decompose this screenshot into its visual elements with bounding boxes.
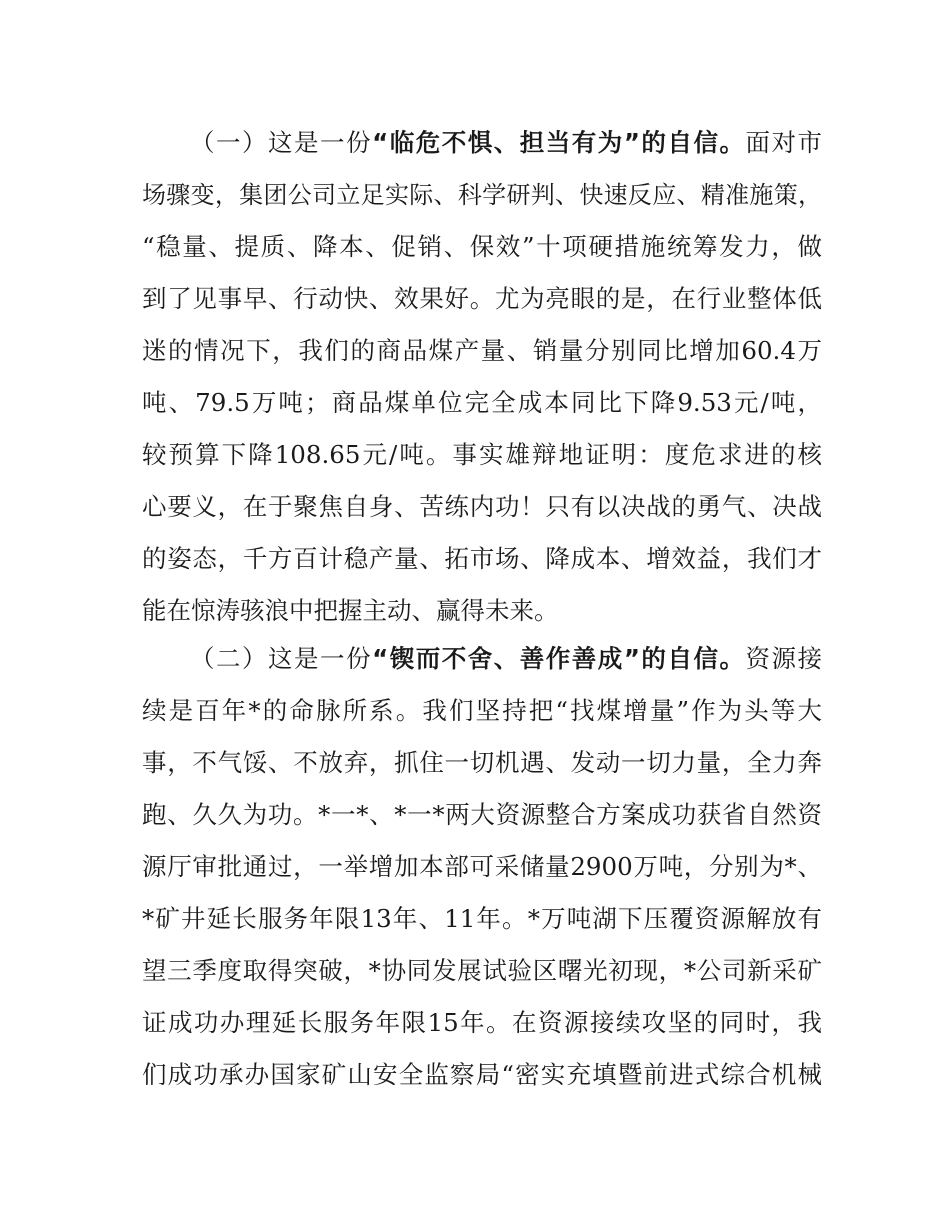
para1-prefix: （一）这是一份 — [190, 128, 373, 157]
para1-line8: 心要义，在于聚焦自身、苦练内功！只有以决战的勇气、决战 — [142, 492, 822, 521]
para2-line3: 事，不气馁、不放弃，抓住一切机遇、发动一切力量，全力奔 — [142, 748, 822, 777]
para1-line1 — [190, 120, 822, 166]
para2-line4: 跑、久久为功。*一*、*一*两大资源整合方案成功获省自然资 — [142, 800, 822, 829]
para1-line6: 吨、79.5万吨；商品煤单位完全成本同比下降9.53元/吨， — [142, 388, 822, 417]
para2-line5: 源厅审批通过，一举增加本部可采储量2900万吨，分别为*、 — [142, 852, 822, 881]
para1-line10: 能在惊涛骇浪中把握主动、赢得未来。 — [142, 596, 559, 625]
para2-prefix: （二）这是一份 — [190, 644, 373, 673]
para1-line4: 到了见事早、行动快、效果好。尤为亮眼的是，在行业整体低 — [142, 284, 822, 313]
para1-line9: 的姿态，千方百计稳产量、拓市场、降成本、增效益，我们才 — [142, 544, 822, 573]
para1-line7: 较预算下降108.65元/吨。事实雄辩地证明：度危求进的核 — [142, 440, 822, 469]
para1-line3: “稳量、提质、降本、促销、保效”十项硬措施统筹发力，做 — [142, 232, 822, 261]
para1-line2: 场骤变，集团公司立足实际、科学研判、快速反应、精准施策， — [142, 181, 822, 209]
para1-bold-lead: “临危不惧、担当有为”的自信。 — [372, 128, 746, 157]
para2-line9: 们成功承办国家矿山安全监察局“密实充填暨前进式综合机械 — [142, 1060, 822, 1089]
para2-line1 — [190, 636, 822, 682]
para2-line8: 证成功办理延长服务年限15年。在资源接续攻坚的同时，我 — [142, 1008, 822, 1037]
para2-line6: *矿井延长服务年限13年、11年。*万吨湖下压覆资源解放有 — [142, 904, 822, 933]
para1-rest: 面对市 — [745, 128, 823, 157]
para1-line5: 迷的情况下，我们的商品煤产量、销量分别同比增加60.4万 — [142, 336, 822, 365]
para2-rest: 资源接 — [745, 644, 823, 673]
para2-bold-lead: “锲而不舍、善作善成”的自信。 — [372, 644, 746, 673]
para2-line2: 续是百年*的命脉所系。我们坚持把“找煤增量”作为头等大 — [142, 696, 822, 725]
para2-line7: 望三季度取得突破，*协同发展试验区曙光初现，*公司新采矿 — [142, 956, 822, 985]
